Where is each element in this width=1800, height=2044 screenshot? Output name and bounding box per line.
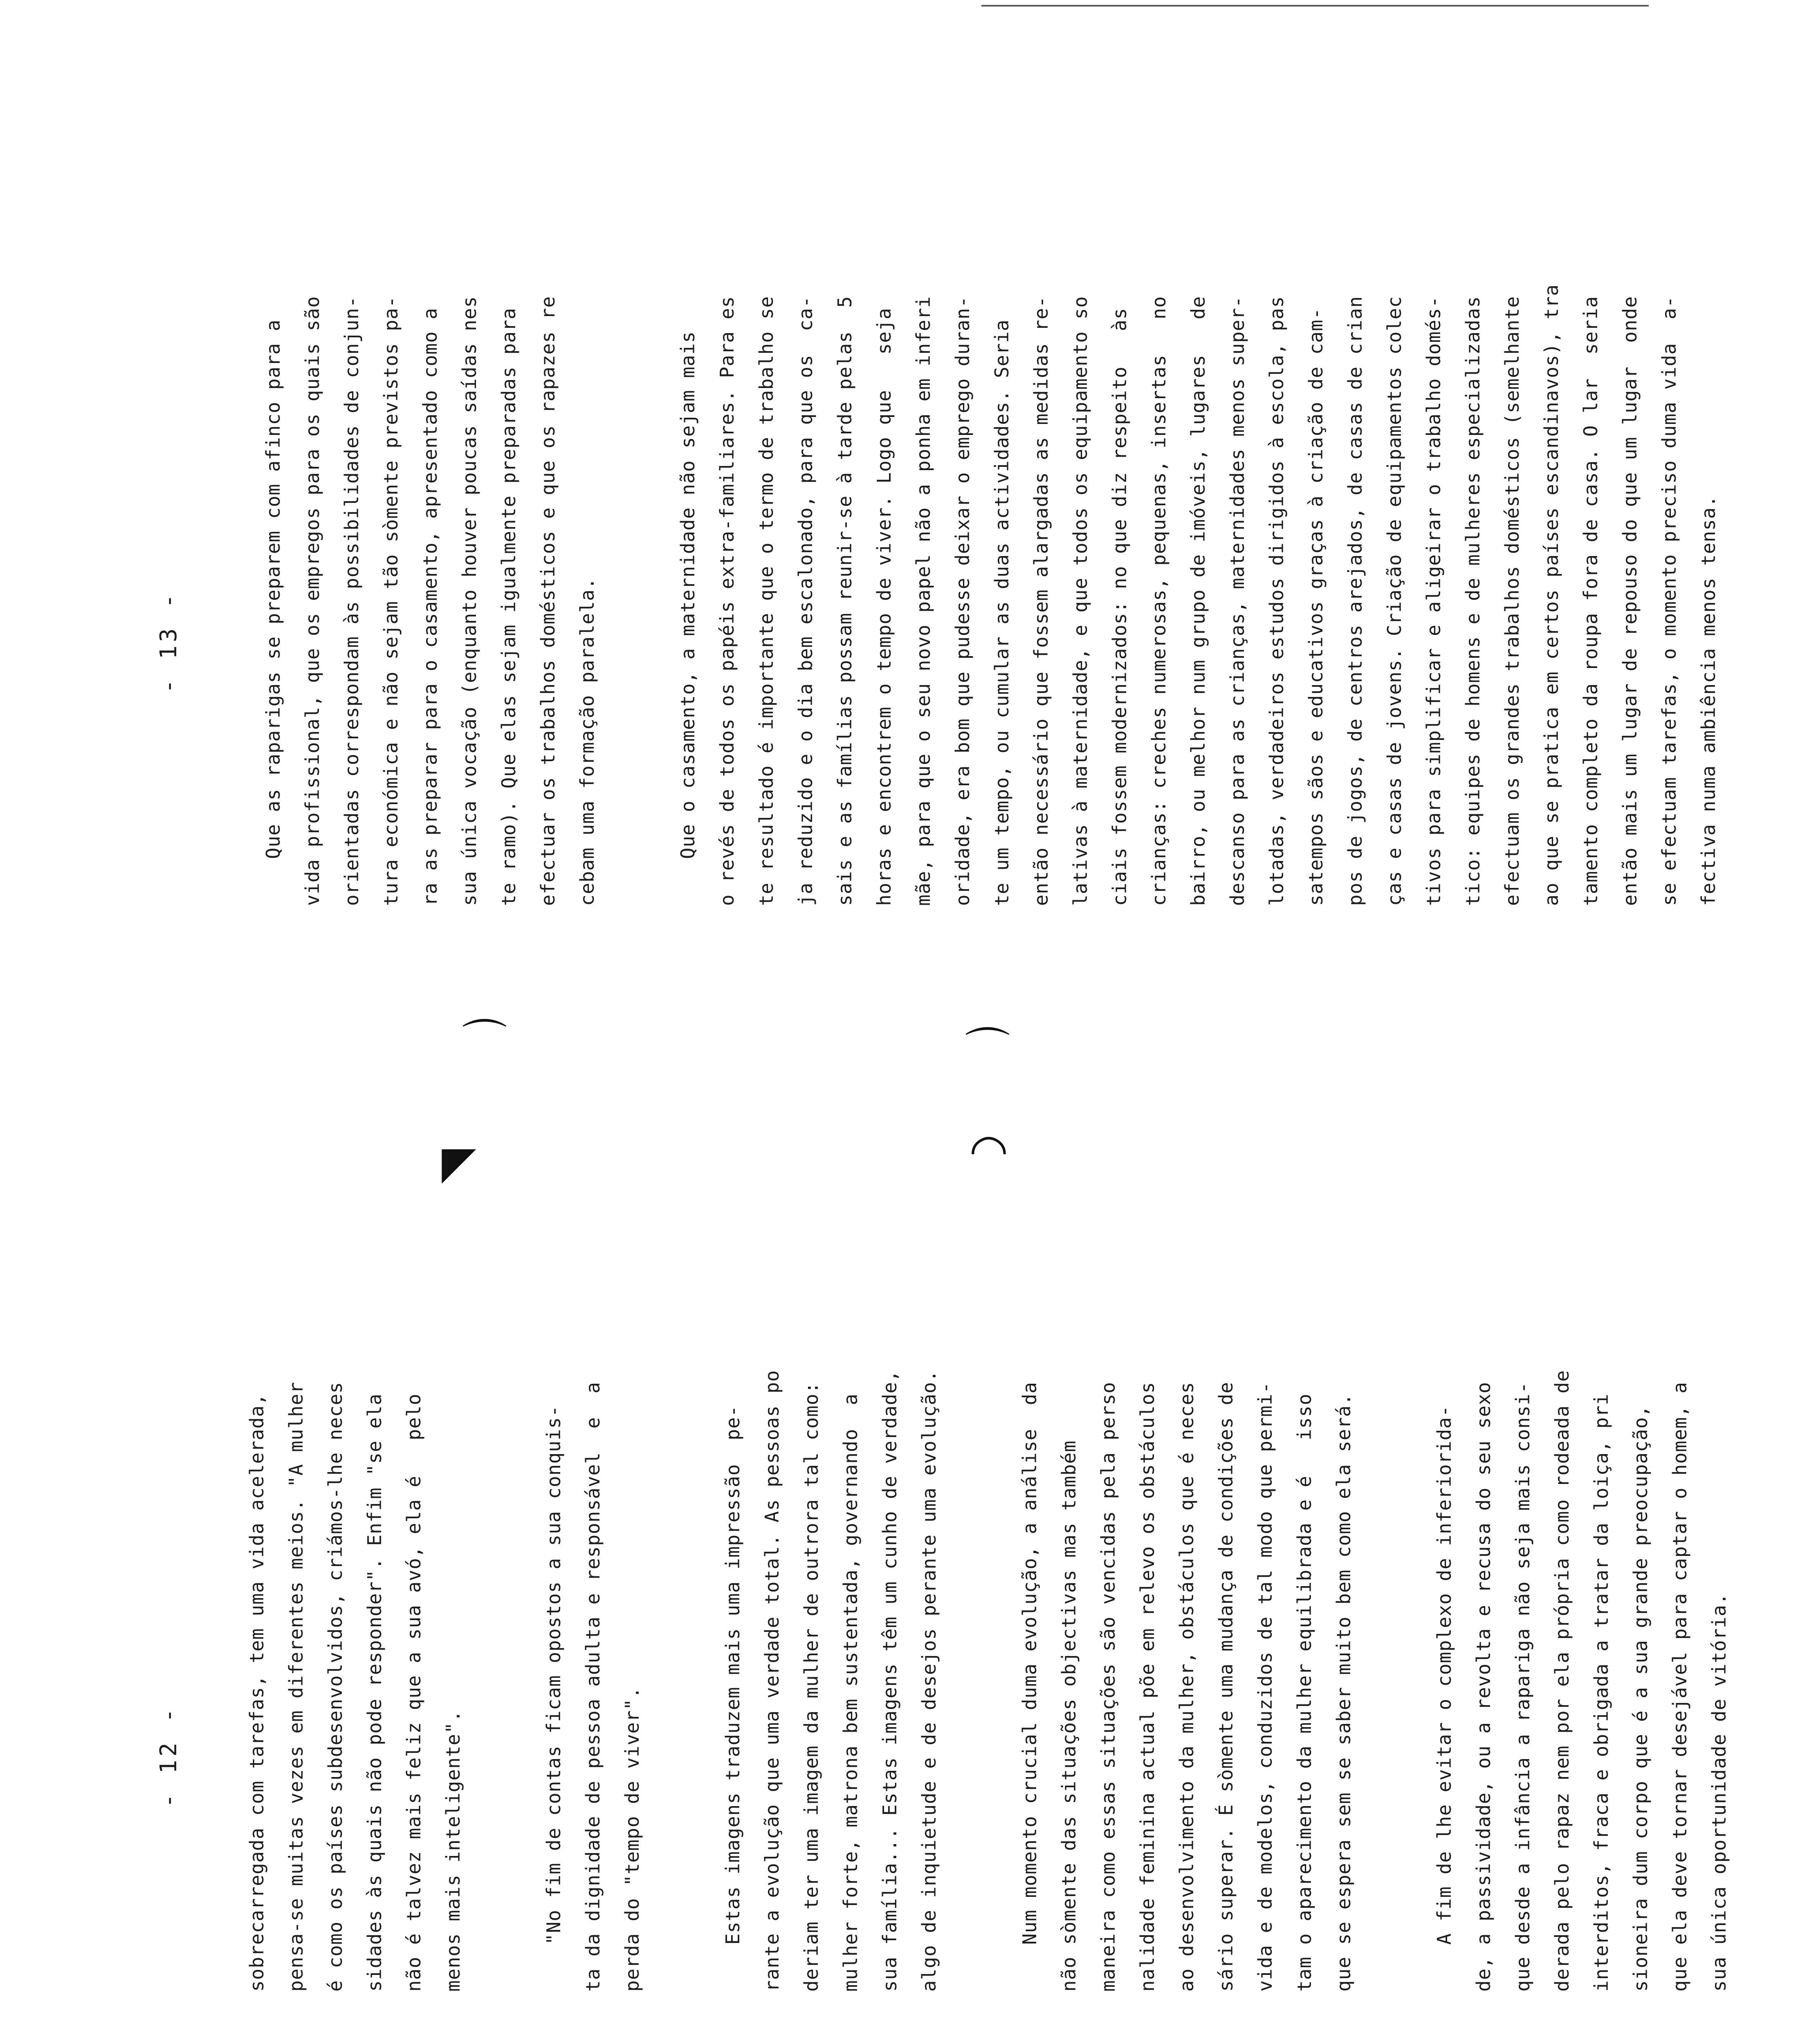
text-line: te um tempo, ou cumular as duas actividades. Seria [991,319,1013,906]
text-line: ciais fossem modernizados: no que diz respeito às [1109,307,1131,906]
text-line: perda do "tempo de viver". [621,1686,643,1992]
text-line: lotadas, verdadeiros estudos dirigidos à escola, pas [1266,296,1288,906]
text-line: sário superar. É sòmente uma mudança de condições de [1215,1381,1237,1992]
text-line: ças e casas de jovens. Criação de equipamentos colec [1383,296,1405,906]
text-line: tico: equipes de homens e de mulheres especializadas [1462,296,1484,906]
binding-hole-mark: ◠ [969,1124,1008,1177]
text-line: tamento completo da roupa fora de casa. O lar seria [1580,296,1602,906]
text-line: que desde a infância a rapariga não seja mais consi- [1512,1381,1534,1992]
text-line: ja reduzido e o dia bem escalonado, para que os ca- [795,296,817,906]
text-line: o revés de todos os papéis extra-familiares. Para es [716,296,738,906]
binding-hole-mark: ◤ [442,1136,476,1189]
text-line: algo de inquietude e de desejos perante uma evolução. [918,1370,940,1992]
text-line: tivos para simplificar e aligeirar o trabalho domés- [1423,296,1445,906]
text-line: que ela deve tornar desejável para captar o homem, a [1669,1381,1691,1992]
text-column [254,64,1789,906]
text-line: fectiva numa ambiência menos tensa. [1697,495,1719,906]
text-line: efectuar os trabalhos domésticos e que os rapazes re [537,296,559,906]
text-line: nalidade feminina actual põe em relevo os obstáculos [1136,1381,1158,1992]
text-line: Num momento crucial duma evolução, a análise da [1019,1381,1041,1992]
text-line: lativas à maternidade, e que todos os equipamento so [1069,296,1091,906]
text-line: maneira como essas situações são vencidas pela perso [1097,1381,1119,1992]
text-line: sidades às quais não pode responder". Enfim "se ela [364,1393,386,1992]
text-line: ta da dignidade de pessoa adulta e responsável e a [582,1381,604,1992]
text-line: que se espera sem se saber muito bem como ela será. [1333,1393,1355,1992]
text-line: deriam ter uma imagem da mulher de outrora tal como: [800,1381,822,1992]
text-line: orientadas correspondam às possibilidades de conjun- [341,296,363,906]
text-line: descanso para as crianças, maternidades menos super- [1226,296,1248,906]
text-line: ao que se pratica em certos países escandinavos), tra [1540,284,1562,906]
text-line: Estas imagens traduzem mais uma impressão pe- [722,1405,744,1992]
text-line: horas e encontrem o tempo de viver. Logo que seja [873,307,895,906]
text-line: então mais um lugar de repouso do que um lugar onde [1619,296,1641,906]
text-line: interditos, fraca e obrigada a tratar da loiça, pri [1590,1393,1612,1992]
paragraph [668,64,1728,906]
page-number: - 12 - [155,1705,182,1808]
text-line: vida e de modelos, conduzidos de tal modo que permi- [1254,1381,1276,1992]
paragraph [534,1166,652,1992]
text-line: te resultado é importante que o termo de trabalho se [755,296,777,906]
text-line: vida profissional, que os empregos para os quais são [301,296,323,906]
text-line: sais e as famílias possam reunir-se à tarde pelas 5 [834,296,856,906]
text-line: oridade, era bom que pudesse deixar o emprego duran- [952,296,974,906]
paragraph [1010,1166,1363,1992]
text-line: "No fim de contas ficam opostos a sua conquis- [543,1405,565,1992]
text-line: não sòmente das situações objectivas mas também [1058,1440,1080,1992]
binding-hole-mark: ⌒ [965,1024,1010,1076]
text-line: Que as raparigas se preparem com afinco para a [262,319,284,906]
text-line: cebam uma formação paralela. [576,577,598,906]
text-line: então necessário que fossem alargadas as medidas re- [1030,296,1052,906]
text-column [237,1166,1800,1992]
text-line: Que o casamento, a maternidade não sejam mais [677,331,699,906]
text-line: não é talvez mais feliz que a sua avó, ela é pelo [403,1393,425,1992]
paragraph [713,1166,949,1992]
text-line: mulher forte, matrona bem sustentada, governando a [839,1393,862,1992]
text-line: menos mais inteligente". [442,1710,464,1992]
text-line: é como os países subdesenvolvidos, criámos-lhe neces [324,1381,346,1992]
text-line: te ramo). Que elas sejam igualmente preparadas para [498,307,520,906]
text-line: crianças: creches numerosas, pequenas, insertas no [1148,296,1170,906]
text-line: sobrecarregada com tarefas, tem uma vida acelerada, [246,1393,268,1992]
paragraph [237,1166,473,1992]
text-line: efectuam os grandes trabalhos domésticos (semelhante [1501,296,1523,906]
text-line: tura económica e não sejam tão sòmente previstos pa- [380,296,402,906]
page-number: - 13 - [155,591,182,693]
text-line: sua família... Estas imagens têm um cunho de verdade, [879,1370,901,1992]
text-line: A fim de lhe evitar o complexo de inferiorida- [1433,1405,1455,1992]
text-line: bairro, ou melhor num grupo de imóveis, lugares de [1187,296,1209,906]
text-line: derada pelo rapaz nem por ela própria como rodeada de [1551,1370,1573,1992]
text-line: pos de jogos, de centros arejados, de casas de crian [1344,296,1366,906]
paragraph [254,64,607,906]
text-line: ra as preparar para o casamento, apresentado como a [419,307,441,906]
text-line: ao desenvolvimento da mulher, obstáculos que é neces [1176,1381,1198,1992]
text-line: sioneira dum corpo que é a sua grande preocupação, [1629,1405,1652,1992]
binding-hole-mark: ⌒ [462,1015,507,1068]
text-line: se efectuam tarefas, o momento preciso duma vida a- [1658,296,1680,906]
paragraph [1425,1166,1739,1992]
text-line: pensa-se muitas vezes em diferentes meios. "A mulher [285,1381,307,1992]
text-line: rante a evolução que uma verdade total. As pessoas po [761,1370,783,1992]
page-left [0,1168,1730,2044]
text-line: tam o aparecimento da mulher equilibrada e é isso [1293,1393,1315,1992]
text-line: sua única vocação (enquanto houver poucas saídas nes [458,296,480,906]
text-line: satempos sãos e educativos graças à criação de cam- [1305,307,1327,906]
text-line: sua única oportunidade de vitória. [1708,1593,1730,1992]
text-line: mãe, para que o seu novo papel não a ponha em inferi [912,296,934,906]
text-line: de, a passividade, ou a revolta e recusa do seu sexo [1472,1381,1495,1992]
